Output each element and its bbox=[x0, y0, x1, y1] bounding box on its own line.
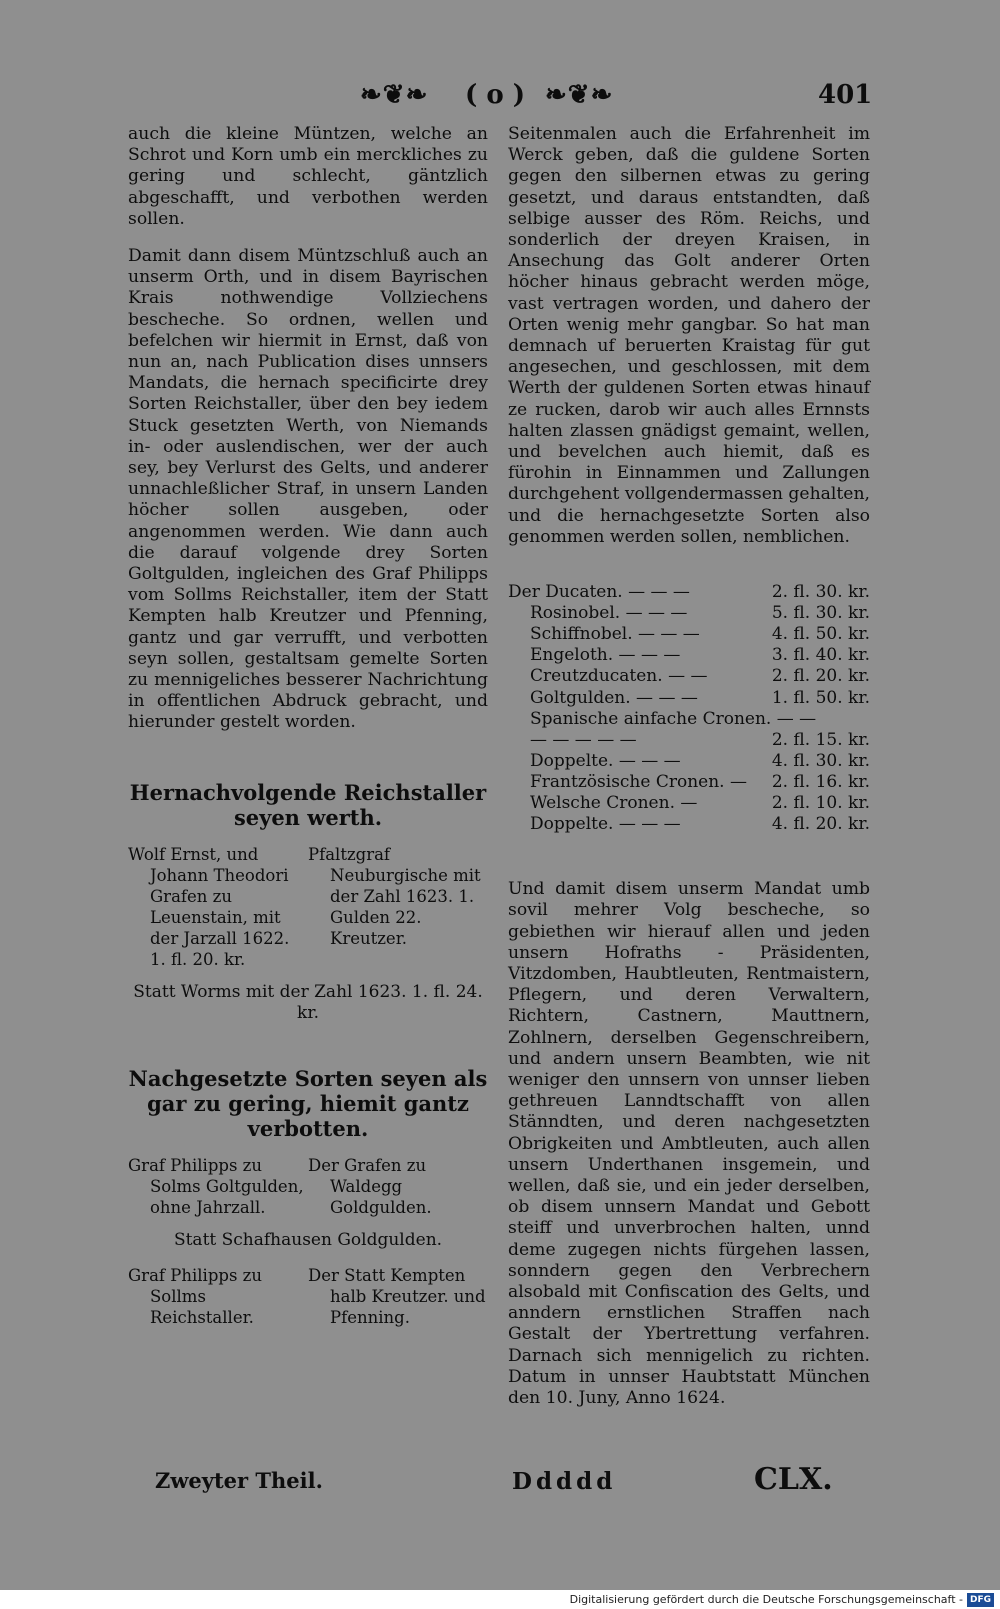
coin-row bbox=[508, 688, 870, 709]
coin-name: Engeloth. — — — bbox=[530, 645, 681, 666]
coin-name: Doppelte. — — — bbox=[530, 750, 681, 771]
coin-price: 4. fl. 30. kr. bbox=[771, 750, 870, 771]
coin-row bbox=[508, 814, 870, 835]
coin-name: Spanische ainfache Cronen. — — bbox=[530, 708, 817, 729]
reichstaller-leuenstain: Wolf Ernst, und Johann Theodori Grafen zu Leuenstain, mit der Jarzall 1622. 1. fl. 20. kr. bbox=[128, 844, 290, 969]
coin-row bbox=[508, 645, 870, 666]
left-paragraph-1: auch die kleine Müntzen, welche an Schrot und Korn umb ein merckliches zu gering und schlecht, gäntzlich abgeschafft, und verbothen werden sollen. bbox=[128, 124, 488, 229]
coin-price: 3. fl. 40. kr. bbox=[771, 645, 870, 666]
reichstaller-worms: Statt Worms mit der Zahl 1623. 1. fl. 24. kr. bbox=[133, 981, 483, 1023]
coin-price: 2. fl. 10. kr. bbox=[771, 793, 870, 813]
coin-name: Creutzducaten. — — bbox=[530, 666, 708, 687]
coin-price: 4. fl. 50. kr. bbox=[771, 624, 870, 645]
verbotten-waldegg: Der Grafen zu Waldegg Goldgulden. bbox=[308, 1155, 432, 1217]
coin-row bbox=[508, 751, 870, 772]
coin-name: Der Ducaten. — — — bbox=[508, 582, 690, 603]
verbotten-kempten: Der Statt Kempten halb Kreutzer. und Pfenning. bbox=[308, 1265, 486, 1327]
verbotten-block-1 bbox=[128, 1155, 488, 1218]
right-column bbox=[508, 124, 870, 1409]
header-center: ( o ) bbox=[465, 80, 526, 110]
coin-price: 2. fl. 16. kr. bbox=[771, 771, 870, 792]
footer-signature-mark: Ddddd bbox=[512, 1468, 617, 1495]
dfg-logo-icon: DFG bbox=[967, 1593, 994, 1607]
coin-name: Welsche Cronen. — bbox=[530, 793, 698, 813]
coin-name: Rosinobel. — — — bbox=[530, 603, 688, 624]
header-ornament-right: ❧❦❧ bbox=[545, 80, 614, 110]
coin-price: 2. fl. 15. kr. bbox=[771, 729, 870, 750]
verbotten-schafhausen: Statt Schafhausen Goldgulden. bbox=[173, 1229, 443, 1250]
coin-row bbox=[508, 582, 870, 603]
coin-row bbox=[508, 624, 870, 645]
coin-name: Doppelte. — — — bbox=[530, 814, 681, 835]
left-column bbox=[128, 124, 488, 1328]
credit-text: Digitalisierung gefördert durch die Deutsche Forschungsgemeinschaft - bbox=[569, 1593, 963, 1606]
coin-price: 5. fl. 30. kr. bbox=[771, 603, 870, 624]
coin-row bbox=[508, 772, 870, 793]
coin-name: — — — — — bbox=[530, 729, 637, 750]
coin-price: 2. fl. 30. kr. bbox=[771, 582, 870, 603]
coin-price: 2. fl. 20. kr. bbox=[771, 666, 870, 687]
coin-name: Goltgulden. — — — bbox=[530, 687, 698, 708]
coin-price: 4. fl. 20. kr. bbox=[771, 814, 870, 835]
page-number: 401 bbox=[818, 80, 873, 110]
coin-row bbox=[508, 603, 870, 624]
footer-roman-number: CLX. bbox=[754, 1462, 833, 1497]
footer-volume: Zweyter Theil. bbox=[155, 1468, 323, 1493]
coin-value-list bbox=[508, 582, 870, 835]
heading-reichstaller-werth: Hernachvolgende Reichstaller seyen werth. bbox=[129, 779, 487, 830]
coin-price bbox=[816, 709, 870, 730]
coin-name: Frantzösische Cronen. — bbox=[530, 771, 747, 792]
verbotten-solms-reichstaller: Graf Philipps zu Sollms Reichstaller. bbox=[128, 1265, 262, 1327]
header-ornament-left: ❧❦❧ bbox=[360, 80, 429, 110]
left-paragraph-2: Damit dann disem Müntzschluß auch an unserm Orth, und in disem Bayrischen Krais nothwendige Vollziechens bescheche. So ordnen, wellen und befelchen wir hiermit in Ernst, daß von nun an, nach Publication dises unnsers Mandats, die hernach specificirte drey Sorten Reichstaller, über den bey iedem Stuck gesetzten Werth, von Niemands in- oder auslendischen, wer der auch sey, bey Verlurst des Gelts, und anderer unnachleßlicher Straf, in unsern Landen höcher sollen ausgeben, oder angenommen werden. Wie dann auch die darauf volgende drey Sorten Goltgulden, ingleichen des Graf Philipps vom Sollms Reichstaller, item der Statt Kempten halb Kreutzer und Pfenning, gantz und gar verrufft, und verbotten seyn sollen, gestaltsam gemelte Sorten zu mennigeliches besserer Nachrichtung in offentlichen Abdruck gebracht, und hierunder gestelt worden. bbox=[128, 246, 488, 733]
heading-verbotten: Nachgesetzte Sorten seyen als gar zu gering, hiemit gantz verbotten. bbox=[128, 1065, 488, 1141]
coin-price: 1. fl. 50. kr. bbox=[771, 687, 870, 708]
dfg-credit-line bbox=[570, 1590, 994, 1609]
coin-row bbox=[508, 666, 870, 687]
coin-name: Schiffnobel. — — — bbox=[530, 624, 700, 645]
verbotten-solms-goltgulden: Graf Philipps zu Solms Goltgulden, ohne Jahrzall. bbox=[128, 1155, 304, 1217]
reichstaller-neuburg: Pfaltzgraf Neuburgische mit der Zahl 1623. 1. Gulden 22. Kreutzer. bbox=[308, 844, 481, 948]
coin-row bbox=[508, 709, 870, 730]
coin-row bbox=[508, 793, 870, 814]
reichstaller-block bbox=[128, 844, 488, 970]
coin-row bbox=[508, 730, 870, 751]
right-paragraph-1: Seitenmalen auch die Erfahrenheit im Werck geben, daß die guldene Sorten gegen den silbernen etwas zu gering gesetzt, und daraus entstandten, daß selbige ausser des Röm. Reichs, und sonderlich der dreyen Kraisen, in Ansechung das Golt anderer Orten höcher hinaus gebracht werden möge, vast vertragen worden, und dahero der Orten wenig mehr gangbar. So hat man demnach uf beruerten Kraistag für gut angesechen, und geschlossen, mit dem Werth der guldenen Sorten etwas hinauf ze rucken, darob wir auch alles Ernnsts halten zlassen gnädigst gemaint, wellen, und bevelchen auch hiemit, daß es fürohin in Einnammen und Zallungen durchgehent vollgendermassen gehalten, und die hernachgesetzte Sorten also genommen werden sollen, nemblichen. bbox=[508, 124, 871, 547]
right-paragraph-2: Und damit disem unserm Mandat umb sovil mehrer Volg bescheche, so gebiethen wir hierauf allen und jeden unsern Hofraths - Präsidenten, Vitzdomben, Haubtleuten, Rentmaistern, Pflegern, und deren Verwaltern, Richtern, Castnern, Mauttnern, Zohlnern, derselben Gegenschreibern, und andern unsern Beambten, wie nit weniger den unnsern von unnser lieben gethreuen Lanndtschafft von allen Stänndten, und deren nachgesetzten Obrigkeiten und Ambtleuten, auch allen unsern Underthanen insgemein, und wellen, daß sie, und ein jeder derselben, ob disem unnsern Mandat und Gebott steiff und unverbrochen halten, unnd deme zugegen nichts fürgehen lassen, sonndern gegen den Verbrechern alsobald mit Confiscation des Gelts, und anndern ernstlichen Straffen nach Gestalt der Ybertrettung verfahren. Darnach sich mennigelich zu richten. Datum in unnser Haubtstatt München den 10. Juny, Anno 1624. bbox=[508, 879, 870, 1409]
verbotten-block-2 bbox=[128, 1265, 488, 1328]
